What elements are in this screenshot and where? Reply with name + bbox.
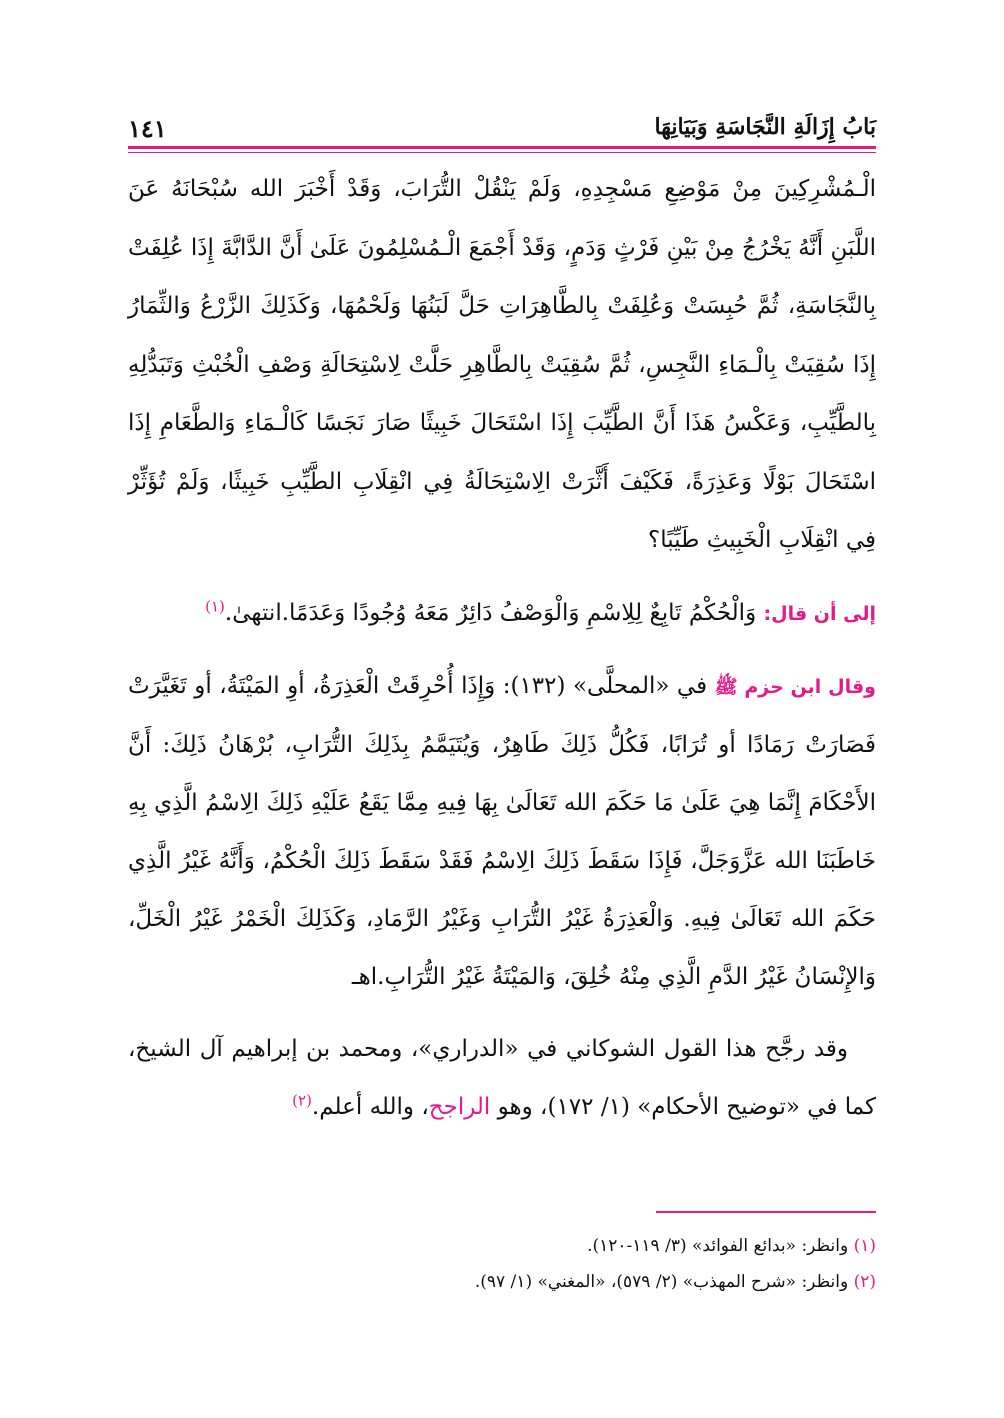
paragraph-ila-an-qal (128, 584, 876, 643)
footnote-number: (٢) (853, 1272, 876, 1292)
speaker-label: إلى أن قال: (763, 602, 876, 625)
header-rule-thin (128, 152, 876, 153)
running-header (128, 108, 876, 148)
paragraph-text: وَالْحُكْمُ تَابِعٌ لِلِاسْمِ وَالْوَصْفُ دَائِرٌ مَعَهُ وُجُودًا وَعَدَمًا.انتهىٰ. (224, 599, 764, 626)
footnote-2 (128, 1264, 876, 1300)
page-number: ١٤١ (128, 114, 167, 143)
paragraph-text: ، والله أعلم. (311, 1093, 429, 1120)
footnote-number: (١) (853, 1236, 876, 1256)
paragraph-ibn-hazm (128, 657, 876, 1006)
footnotes (128, 1228, 876, 1300)
chapter-title: بَابُ إِزَالَةِ النَّجَاسَةِ وَبَيَانِهَا (654, 114, 876, 140)
footnote-text: وانظر: «بدائع الفوائد» (٣/ ١١٩-١٢٠). (587, 1236, 854, 1256)
main-text (128, 160, 876, 1136)
paragraph-conclusion (128, 1020, 876, 1136)
footnote-1 (128, 1228, 876, 1264)
speaker-label: وقال ابن حزم ﷺ (714, 675, 876, 698)
footnote-ref-1[interactable]: (١) (205, 596, 225, 615)
footnote-separator (656, 1211, 876, 1213)
paragraph-quote-continuation: الْـمُشْرِكِينَ مِنْ مَوْضِعِ مَسْجِدِهِ، وَلَمْ يَنْقُلْ التُّرَابَ، وَقَدْ أَخْبَرَ الله سُبْحَانَهُ عَنَ اللَّبَنِ أَنَّهُ يَخْرُجُ مِنْ بَيْنِ فَرْثٍ وَدَمٍ، وَقَدْ أَجْمَعَ الْـمُسْلِمُونَ عَلَىٰ أَنَّ الدَّابَّةَ إِذَا عُلِفَتْ بِالنَّجَاسَةِ، ثُمَّ حُبِسَتْ وَعُلِفَتْ بِالطَّاهِرَاتِ حَلَّ لَبَنُهَا وَلَحْمُهَا، وَكَذَلِكَ الزَّرْعُ وَالثِّمَارُ إِذَا سُقِيَتْ بِالْـمَاءِ النَّجِسِ، ثُمَّ سُقِيَتْ بِالطَّاهِرِ حَلَّتْ لِاسْتِحَالَةِ وَصْفِ الْخُبْثِ وَتَبَدُّلِهِ بِالطَّيِّبِ، وَعَكْسُ هَذَا أَنَّ الطَّيِّبَ إِذَا اسْتَحَالَ خَبِيثًا صَارَ نَجَسًا كَالْـمَاءِ وَالطَّعَامِ إِذَا اسْتَحَالَ بَوْلًا وَعَذِرَةً، فَكَيْفَ أَثَّرَتْ الِاسْتِحَالَةُ فِي انْقِلَابِ الطَّيِّبِ خَبِيثًا، وَلَمْ تُؤَثِّرْ فِي انْقِلَابِ الْخَبِيثِ طَيِّبًا؟ (128, 176, 876, 553)
footnote-text: وانظر: «شرح المهذب» (٢/ ٥٧٩)، «المغني» (١/ ٩٧). (474, 1272, 854, 1292)
header-rule-thick (128, 146, 876, 149)
footnote-ref-2[interactable]: (٢) (292, 1090, 312, 1109)
paragraph-text: في «المحلَّى» (١٣٢): وَإِذَا أُحْرِقَتْ الْعَذِرَةُ، أوِ المَيْتَةُ، أو تَغَيَّرَتْ فَصَارَتْ رَمَادًا أو تُرَابًا، فَكُلُّ ذَلِكَ طَاهِرٌ، وَيُتَيَمَّمُ بِذَلِكَ التُّرَابِ، بُرْهَانُ ذَلِكَ: أَنَّ الأَحْكَامَ إِنَّمَا هِيَ عَلَىٰ مَا حَكَمَ الله تَعَالَىٰ بِهَا فِيهِ مِمَّا يَقَعُ عَلَيْهِ ذَلِكَ الِاسْمُ الَّذِي بِهِ خَاطَبَنَا الله عَزَّوَجَلَّ، فَإِذَا سَقَطَ ذَلِكَ الِاسْمُ فَقَدْ سَقَطَ ذَلِكَ الْحُكْمُ، وَأَنَّهُ غَيْرُ الَّذِي حَكَمَ الله تَعَالَىٰ فِيهِ. وَالْعَذِرَةُ غَيْرُ التُّرَابِ وَغَيْرُ الرَّمَادِ، وَكَذَلِكَ الْخَمْرُ غَيْرُ الْخَلِّ، وَالإِنْسَانُ غَيْرُ الدَّمِ الَّذِي مِنْهُ خُلِقَ، وَالمَيْتَةُ غَيْرُ التُّرَابِ.اهـ (128, 672, 876, 990)
highlight-rajih: الراجح (428, 1093, 491, 1120)
paragraph-text: وقد رجَّح هذا القول الشوكاني في «الدراري»، ومحمد بن إبراهيم آل الشيخ، كما في «توضيح الأحكام» (١/ ١٧٢)، وهو (128, 1035, 876, 1120)
